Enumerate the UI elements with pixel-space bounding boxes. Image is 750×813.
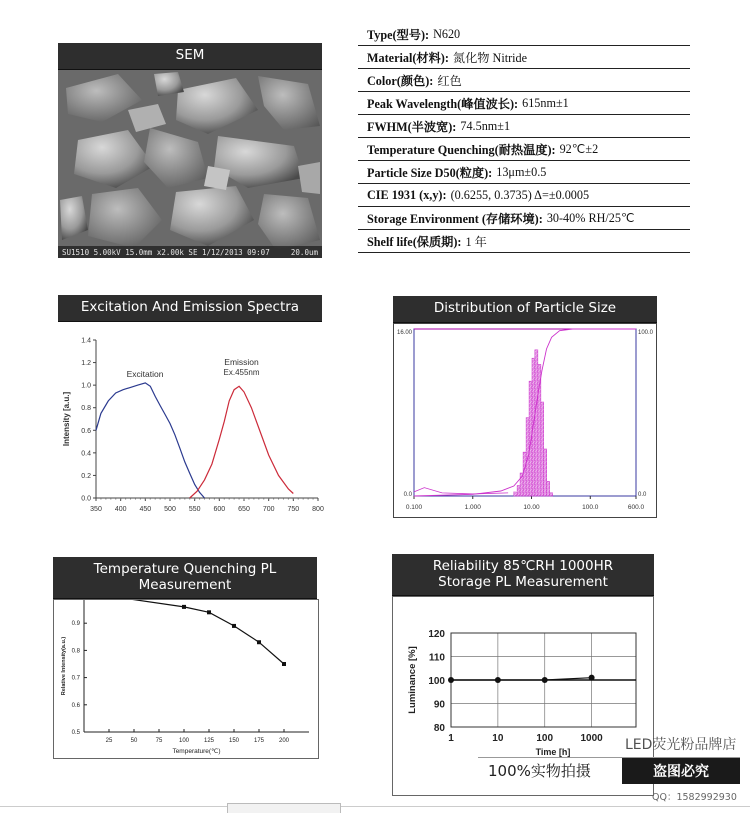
spec-key: Color(颜色): (367, 73, 434, 88)
sem-image (58, 70, 322, 258)
spectra-plot (58, 322, 325, 517)
spec-row (358, 184, 690, 207)
y-tick-label: 1.0 (81, 382, 91, 390)
spec-value: (0.6255, 0.3735) Δ=±0.0005 (450, 187, 590, 202)
x-tick-label: 750 (287, 506, 300, 513)
y-tick-label: 80 (433, 723, 445, 734)
shop-watermark: LED荧光粉品牌店 (625, 737, 737, 753)
y-tick-label: 0.8 (71, 648, 80, 655)
x-tick-label: 100 (536, 733, 554, 744)
y-tick-label: 0.8 (81, 405, 91, 413)
x-tick-label: 200 (278, 738, 290, 744)
x-tick-label: 1 (448, 733, 454, 744)
spec-row (358, 207, 690, 230)
x-axis-label: Time [h] (535, 747, 571, 757)
photo-text: 100%实物拍摄 (488, 762, 591, 780)
x-tick-label: 350 (90, 506, 102, 513)
x-tick-label: 75 (155, 738, 163, 744)
x-tick-label: 10 (492, 733, 504, 744)
quench-plot (54, 600, 318, 758)
bottom-divider (0, 806, 750, 807)
x-axis-label: Temperature(℃) (172, 748, 221, 755)
y-axis-label: Luminance [%] (407, 646, 418, 714)
x-tick-label: 50 (130, 738, 138, 744)
y-tick-label: 0.5 (71, 730, 80, 736)
spec-key: Particle Size D50(粒度): (367, 165, 493, 180)
annotation-excitation-wavelength: Ex.455nm (223, 367, 260, 377)
x-tick-label: 800 (312, 506, 324, 513)
quench-title: Temperature Quenching PL Measurement (53, 557, 317, 599)
quench-chart (53, 599, 319, 759)
particle-plot (394, 324, 656, 517)
spec-value: 92℃±2 (559, 141, 599, 156)
data-point (542, 677, 548, 683)
y-tick-label: 0.0 (81, 495, 91, 503)
quench-line (109, 600, 284, 664)
histogram-bar (541, 402, 544, 496)
x-tick-label: 600.0 (627, 504, 645, 511)
spec-row (358, 92, 690, 115)
y-left-min-label: 0.0 (403, 492, 412, 498)
bottom-tab (227, 803, 341, 813)
sem-scale: 20.0um (290, 247, 318, 257)
y-tick-label: 1.4 (81, 337, 91, 345)
spec-value: 13μm±0.5 (496, 164, 547, 179)
series-emission (190, 386, 294, 498)
y-tick-label: 100 (428, 676, 445, 687)
spec-value: N620 (433, 26, 461, 41)
sem-caption-left: SU1510 5.00kV 15.0mm x2.00k SE 1/12/2013 09:07 (62, 247, 270, 257)
x-tick-label: 400 (114, 506, 127, 513)
y-axis-label: Intensity [a.u.] (62, 391, 71, 447)
y-axis-label: Relative Intensity(a.u.) (61, 636, 67, 696)
sem-micrograph (58, 70, 322, 258)
spec-value: 氮化物 Nitride (452, 50, 528, 65)
reliability-title: Reliability 85℃RH 1000HR Storage PL Measurement (392, 554, 654, 596)
spec-value: 615nm±1 (522, 95, 569, 110)
annotation-emission: Emission (224, 356, 259, 367)
x-tick-label: 100.0 (582, 504, 599, 511)
spec-key: Material(材料): (367, 50, 449, 65)
x-tick-label: 600 (213, 506, 226, 513)
spec-row (358, 161, 690, 184)
spec-row (358, 69, 690, 92)
spec-row (358, 46, 690, 69)
y-tick-label: 0.7 (71, 675, 80, 682)
spec-key: Storage Environment (存储环境): (367, 211, 543, 226)
data-point (232, 624, 236, 628)
y-tick-label: 110 (428, 652, 445, 664)
spec-key: Peak Wavelength(峰值波长): (367, 96, 519, 111)
x-tick-label: 100 (178, 738, 190, 744)
data-point (257, 640, 261, 644)
y-tick-label: 90 (433, 699, 445, 711)
series-excitation (96, 383, 205, 498)
x-tick-label: 0.100 (405, 504, 423, 511)
sem-caption (58, 246, 322, 258)
spec-row (358, 115, 690, 138)
x-tick-label: 10.00 (523, 504, 540, 511)
x-tick-label: 700 (262, 506, 275, 513)
spectra-title: Excitation And Emission Spectra (58, 295, 322, 322)
spec-value: 30-40% RH/25℃ (546, 210, 635, 225)
data-point (207, 610, 211, 614)
data-point (495, 677, 501, 683)
y-tick-label: 0.6 (81, 427, 91, 435)
y-tick-label: 0.2 (81, 472, 91, 480)
photo-banner (478, 757, 740, 783)
spec-key: Type(型号): (367, 27, 430, 42)
annotation-excitation: Excitation (126, 369, 164, 380)
x-tick-label: 25 (105, 738, 113, 744)
x-tick-label: 150 (228, 738, 240, 744)
x-tick-label: 175 (253, 738, 265, 744)
y-left-max-label: 16.00 (396, 330, 412, 336)
y-tick-label: 0.9 (71, 621, 80, 628)
spec-row (358, 23, 690, 46)
spectra-chart (58, 322, 325, 517)
y-tick-label: 1.2 (81, 360, 91, 368)
spec-value: 红色 (437, 73, 462, 88)
y-right-max-label: 100.0 (638, 330, 654, 336)
spec-row (358, 138, 690, 161)
spec-key: Temperature Quenching(耐热温度): (367, 142, 556, 157)
spec-key: Shelf life(保质期): (367, 234, 462, 249)
x-tick-label: 1.000 (464, 504, 481, 511)
x-tick-label: 450 (139, 506, 152, 513)
histogram-bar (544, 449, 547, 496)
x-tick-label: 650 (238, 506, 250, 513)
y-tick-label: 0.6 (71, 702, 80, 709)
y-tick-label: 0.4 (81, 450, 91, 458)
data-point (589, 675, 595, 681)
spec-value: 74.5nm±1 (460, 118, 511, 133)
spec-table (358, 23, 690, 253)
x-tick-label: 1000 (580, 733, 603, 744)
spec-row (358, 230, 690, 253)
data-point (448, 677, 454, 683)
y-tick-label: 120 (428, 629, 445, 640)
no-copy-tag: 盗图必究 (622, 758, 740, 784)
particle-chart (393, 323, 657, 518)
y-right-min-label: 0.0 (638, 492, 647, 498)
spec-key: CIE 1931 (x,y): (367, 187, 447, 202)
spec-value: 1 年 (465, 234, 487, 249)
x-tick-label: 125 (203, 738, 215, 744)
particle-title: Distribution of Particle Size (393, 296, 657, 323)
spec-key: FWHM(半波宽): (367, 119, 457, 134)
data-point (182, 605, 186, 609)
qq-contact: QQ：1582992930 (652, 792, 737, 803)
fine-tail (414, 488, 508, 494)
data-point (282, 662, 286, 666)
x-tick-label: 500 (164, 506, 176, 513)
x-tick-label: 550 (188, 506, 201, 513)
sem-title: SEM (58, 43, 322, 70)
